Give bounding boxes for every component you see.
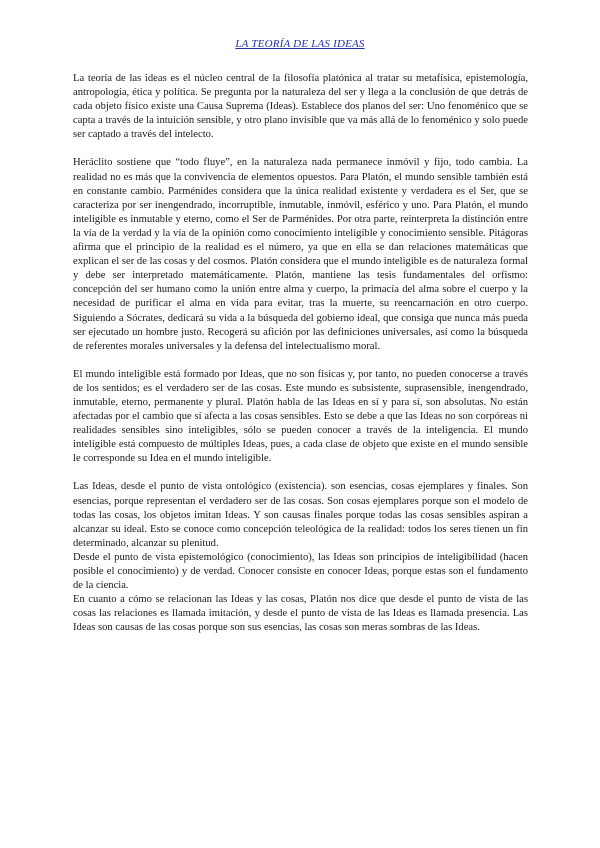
paragraph-ontological: Las Ideas, desde el punto de vista ontológico (existencia). son esencias, cosas ejemplares y finales. Son esencias, porque representan el verdadero ser de las cosas. Son cosas ejemplares porque son el modelo de todas las cosas, los objetos imitan Ideas. Y son causas finales porque todas las cosas sensibles aspiran a alcanzar su ideal. Esto se conoce como concepción teleológica de la realidad: todos los seres tienen un fin determinado, alcanzar su plenitud. [73,481,528,549]
paragraph-intelligible-world: El mundo inteligible está formado por Ideas, que no son físicas y, por tanto, no pueden conocerse a través de los sentidos; es el verdadero ser de las cosas. Este mundo es subsistente, suprasensible, inengendrado, inmutable, eterno, permanente y plural. Platón habla de las Ideas en sí y para sí, son absolutas. No están afectadas por el cambio que sí afecta a las cosas sensibles. Esto se debe a que las Ideas no son corpóreas ni realidades sensibles sino inteligibles, sólo se pueden conocer a través de la inteligencia. El mundo inteligible está compuesto de múltiples Ideas, pues, a cada clase de objeto que existe en el mundo sensible le corresponde su Idea en el mundo inteligible. [73,368,528,465]
paragraph-epistemological: Desde el punto de vista epistemológico (conocimiento), las Ideas son principios de inteligibilidad (hacen posible el conocimiento) y de verdad. Conocer consiste en conocer Ideas, porque estas son el fundamento de la ciencia. [73,551,528,592]
paragraph-intro: La teoría de las ideas es el núcleo central de la filosofía platónica al tratar su metafísica, epistemología, antropología, ética y política. Se pregunta por la naturaleza del ser y llega a la conclusión de que detrás de cada objeto físico existe una Causa Suprema (Ideas). Establece dos planos del ser: Uno fenoménico que se capta a través de la intuición sensible, y otro plano invisible que va más allá de lo fenoménico y solo puede ser captado a través del intelecto. [73,73,528,141]
paragraph-relation: En cuanto a cómo se relacionan las Ideas y las cosas, Platón nos dice que desde el punto de vista de las cosas las relaciones es llamada imitación, y desde el punto de vista de las Ideas es llamada presencia. Las Ideas son causas de las cosas porque son sus esencias, las cosas son meras sombras de las Ideas. [73,594,528,634]
document-body [73,72,528,635]
document-title: LA TEORÍA DE LAS IDEAS [235,38,365,50]
paragraph-influences: Heráclito sostiene que “todo fluye”, en la naturaleza nada permanece inmóvil y fijo, todo cambia. La realidad no es más que la convivencia de elementos opuestos. Para Platón, el mundo sensible también está en constante cambio. Parménides considera que la única realidad existente y verdadera es el Ser, que se caracteriza por ser inengendrado, incorruptible, inmutable, inmóvil, esférico y uno. Para Platón, el mundo inteligible es inmutable y eterno, como el Ser de Parménides. Por otra parte, reinterpreta la distinción entre la vía de la verdad y la vía de la opinión como conocimiento inteligible y conocimiento sensible. Pitágoras afirma que el principio de la realidad es el número, ya que en ella se dan relaciones matemáticas que explican el ser de las cosas y del cosmos. Platón considera que el mundo inteligible es de naturaleza formal y debe ser interpretado matemáticamente. Platón, mantiene las tesis fundamentales del orfismo: concepción del ser humano como la unión entre alma y cuerpo, la primacía del alma sobre el cuerpo y la necesidad de purificar el alma en vida para evitar, tras la muerte, su reencarnación en otro cuerpo. Siguiendo a Sócrates, dedicará su vida a la búsqueda del gobierno ideal, que consiga que nunca más pueda ser ejecutado un hombre justo. Recogerá su afición por las definiciones universales, así como la búsqueda de referentes morales universales y la defensa del intelectualismo moral. [73,157,528,352]
